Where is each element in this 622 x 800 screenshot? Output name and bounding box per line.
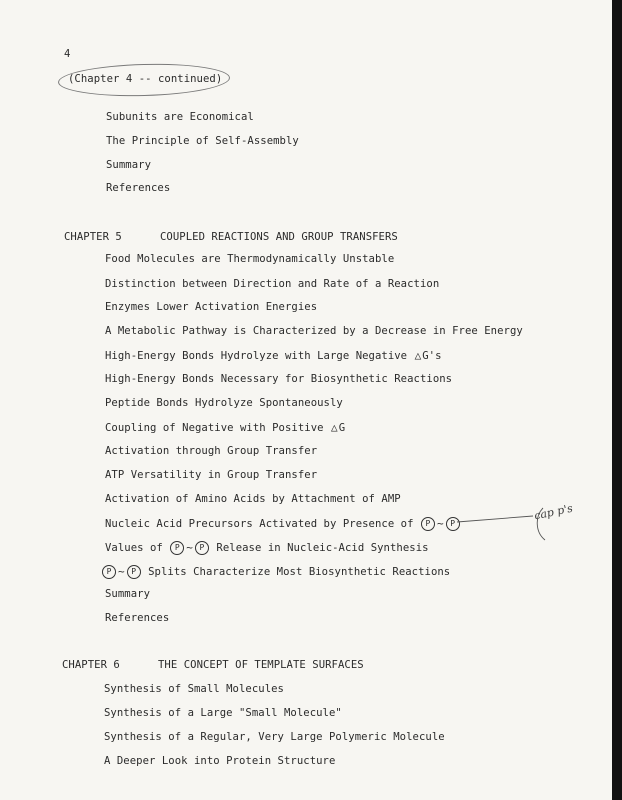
toc-item: Peptide Bonds Hydrolyze Spontaneously	[105, 397, 343, 409]
toc-item: Enzymes Lower Activation Energies	[105, 301, 318, 313]
delta-symbol: △	[331, 421, 338, 434]
handwritten-note: cap p's	[533, 501, 574, 523]
squiggle-symbol: ~	[186, 541, 193, 554]
toc-item: High-Energy Bonds Necessary for Biosynthetic Reactions	[105, 373, 453, 385]
toc-item	[105, 517, 461, 531]
toc-item: Distinction between Direction and Rate of a Reaction	[105, 278, 440, 290]
phosphate-circle-icon: P	[446, 517, 460, 531]
toc-item	[105, 541, 429, 555]
phosphate-circle-icon: P	[102, 565, 116, 579]
toc-item	[101, 565, 450, 579]
toc-item-text: Values of	[105, 542, 163, 554]
toc-item-text: G	[338, 422, 346, 434]
toc-item	[105, 421, 345, 435]
toc-item: Activation through Group Transfer	[105, 445, 318, 457]
toc-item	[105, 349, 442, 363]
chapter-6-title: THE CONCEPT OF TEMPLATE SURFACES	[158, 659, 364, 671]
toc-item-text: Splits Characterize Most Biosynthetic Reactions	[148, 566, 451, 578]
toc-item: ATP Versatility in Group Transfer	[105, 469, 318, 481]
toc-item: A Deeper Look into Protein Structure	[104, 755, 336, 767]
toc-item: Summary	[105, 588, 150, 600]
phosphate-circle-icon: P	[127, 565, 141, 579]
chapter-5-label: CHAPTER 5	[64, 231, 122, 243]
toc-item: Synthesis of a Regular, Very Large Polymeric Molecule	[104, 731, 445, 743]
phosphate-circle-icon: P	[421, 517, 435, 531]
page-number: 4	[64, 48, 71, 60]
toc-item: Synthesis of Small Molecules	[104, 683, 284, 695]
toc-item: References	[105, 612, 170, 624]
toc-item: Subunits are Economical	[106, 111, 254, 123]
continuation-heading: (Chapter 4 -- continued)	[68, 73, 223, 85]
chapter-6-label: CHAPTER 6	[62, 659, 120, 671]
phosphate-circle-icon: P	[170, 541, 184, 555]
toc-item-text: Coupling of Negative with Positive	[105, 422, 324, 434]
toc-item: A Metabolic Pathway is Characterized by a Decrease in Free Energy	[105, 325, 523, 337]
toc-item: Activation of Amino Acids by Attachment of AMP	[105, 493, 401, 505]
squiggle-symbol: ~	[436, 517, 444, 530]
toc-item: The Principle of Self-Assembly	[106, 135, 299, 147]
squiggle-symbol: ~	[118, 565, 125, 578]
phosphate-circle-icon: P	[195, 541, 209, 555]
toc-item: References	[106, 182, 171, 194]
toc-item-text: G's	[422, 350, 442, 362]
toc-item: Food Molecules are Thermodynamically Unstable	[105, 253, 395, 265]
toc-item-text: High-Energy Bonds Hydrolyze with Large Negative	[105, 350, 408, 362]
scan-border	[612, 0, 622, 800]
delta-symbol: △	[414, 349, 422, 362]
toc-item-text: Nucleic Acid Precursors Activated by Presence of	[105, 518, 414, 530]
toc-item: Summary	[106, 159, 151, 171]
toc-item: Synthesis of a Large "Small Molecule"	[104, 707, 342, 719]
chapter-5-title: COUPLED REACTIONS AND GROUP TRANSFERS	[160, 231, 398, 243]
toc-item-text: Release in Nucleic-Acid Synthesis	[216, 542, 429, 554]
